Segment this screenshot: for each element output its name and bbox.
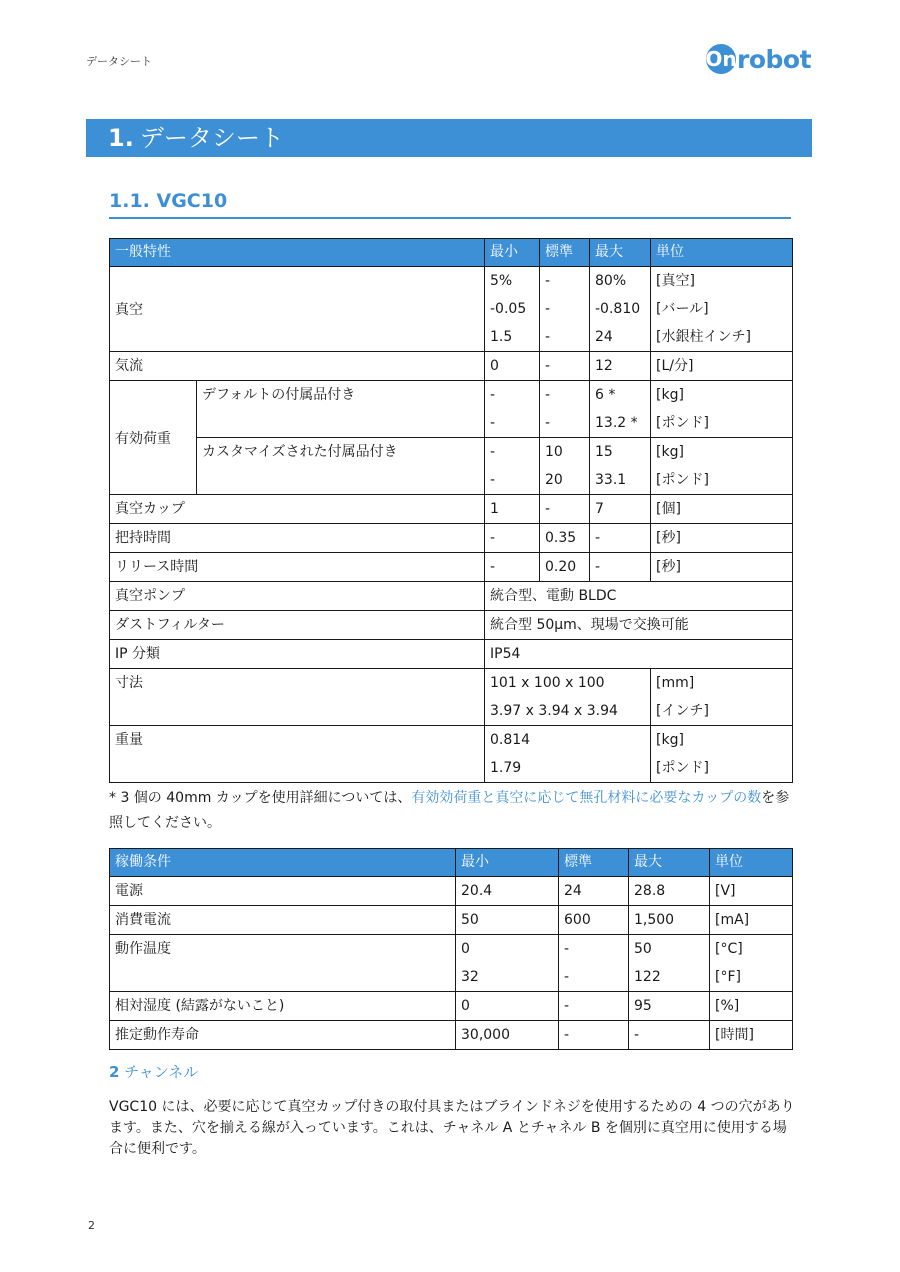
cell-min: 20.4 (456, 877, 559, 906)
cell-typ: - - (559, 935, 629, 992)
chapter-heading (86, 119, 812, 157)
cell-unit: [%] (710, 992, 793, 1021)
cell-min: 50 (456, 906, 559, 935)
table-row-airflow (110, 352, 793, 381)
table-header-row (110, 849, 793, 877)
cell-typ: - (540, 352, 590, 381)
page-number: 2 (88, 1219, 95, 1232)
header-cell: 最大 (629, 849, 710, 877)
cell-unit: [°C] [°F] (710, 935, 793, 992)
cell-value: IP54 (485, 640, 793, 669)
payload-footnote: * 3 個の 40mm カップを使用詳細については、有効効荷重と真空に応じて無孔材料に必要なカップの数を参照してください。 (109, 790, 790, 831)
header-cell: 標準 (540, 239, 590, 267)
cell-max: 6 * 13.2 * (590, 381, 651, 438)
running-header: データシート (86, 55, 152, 68)
cell-typ: 24 (559, 877, 629, 906)
cell-value: 統合型 50µm、現場で交換可能 (485, 611, 793, 640)
row-label: 寸法 (110, 669, 485, 726)
row-label: 相対湿度 (結露がないこと) (110, 992, 456, 1021)
cell-max: 80% -0.810 24 (590, 267, 651, 352)
cell-unit: [mm] [インチ] (651, 669, 793, 726)
table-row-payload-default (110, 381, 793, 438)
chapter-number: 1. (108, 124, 134, 152)
row-label: 気流 (110, 352, 485, 381)
header-cell: 標準 (559, 849, 629, 877)
logo-text: robot (737, 44, 812, 74)
cell-min: - (485, 553, 540, 582)
cell-max: 95 (629, 992, 710, 1021)
cell-min: - (485, 524, 540, 553)
table-row-ip (110, 640, 793, 669)
row-label: 推定動作寿命 (110, 1021, 456, 1050)
cell-unit: [真空] [バール] [水銀柱インチ] (651, 267, 793, 352)
cell-max: 1,500 (629, 906, 710, 935)
row-label: 有効荷重 (110, 381, 197, 495)
cell-unit: [mA] (710, 906, 793, 935)
cell-max: 28.8 (629, 877, 710, 906)
row-label: 動作温度 (110, 935, 456, 992)
cell-unit: [kg] [ポンド] (651, 726, 793, 783)
onrobot-logo (706, 38, 811, 80)
cell-unit: [L/分] (651, 352, 793, 381)
cell-max: - (590, 553, 651, 582)
cell-typ: - - - (540, 267, 590, 352)
cell-unit: [個] (651, 495, 793, 524)
row-label: 真空カップ (110, 495, 485, 524)
cell-unit: [秒] (651, 553, 793, 582)
cell-unit: [kg] [ポンド] (651, 381, 793, 438)
general-specs-table (109, 238, 793, 783)
cell-min: 0 (485, 352, 540, 381)
table-row-filter (110, 611, 793, 640)
channel-heading (109, 1061, 198, 1082)
cell-value: 101 x 100 x 100 3.97 x 3.94 x 3.94 (485, 669, 651, 726)
row-label: IP 分類 (110, 640, 485, 669)
cell-unit: [秒] (651, 524, 793, 553)
section-title: 1.1. VGC10 (109, 190, 791, 219)
cell-unit: [V] (710, 877, 793, 906)
table-row-weight (110, 726, 793, 783)
cell-min: 0 32 (456, 935, 559, 992)
cell-min: - - (485, 381, 540, 438)
cell-max: 50 122 (629, 935, 710, 992)
table-row-vacuum (110, 267, 793, 352)
cell-typ: 0.35 (540, 524, 590, 553)
table-row-cups (110, 495, 793, 524)
logo-badge-icon: On (706, 44, 736, 74)
cell-value: 統合型、電動 BLDC (485, 582, 793, 611)
table-row-release-time (110, 553, 793, 582)
cell-min: 0 (456, 992, 559, 1021)
payload-reference-link[interactable]: 有効効荷重と真空に応じて無孔材料に必要なカップの数 (411, 790, 762, 806)
cell-max: - (590, 524, 651, 553)
table-row-lifetime (110, 1021, 793, 1050)
row-label: 重量 (110, 726, 485, 783)
table-row-dimensions (110, 669, 793, 726)
table-row-power (110, 877, 793, 906)
header-cell: 一般特性 (110, 239, 485, 267)
row-label: 真空 (110, 267, 485, 352)
cell-typ: - (559, 992, 629, 1021)
sub-label: カスタマイズされた付属品付き (197, 438, 485, 495)
cell-typ: 0.20 (540, 553, 590, 582)
cell-max: - (629, 1021, 710, 1050)
cell-max: 15 33.1 (590, 438, 651, 495)
cell-typ: - - (540, 381, 590, 438)
header-cell: 単位 (651, 239, 793, 267)
cell-value: 0.814 1.79 (485, 726, 651, 783)
cell-typ: 600 (559, 906, 629, 935)
cell-typ: - (559, 1021, 629, 1050)
header-cell: 最大 (590, 239, 651, 267)
row-label: リリース時間 (110, 553, 485, 582)
cell-typ: - (540, 495, 590, 524)
table-row-payload-custom (110, 438, 793, 495)
cell-max: 7 (590, 495, 651, 524)
chapter-title: データシート (139, 124, 284, 152)
table-row-grip-time (110, 524, 793, 553)
sub-label: デフォルトの付属品付き (197, 381, 485, 438)
row-label: 電源 (110, 877, 456, 906)
row-label: ダストフィルター (110, 611, 485, 640)
cell-min: 30,000 (456, 1021, 559, 1050)
cell-min: 5% -0.05 1.5 (485, 267, 540, 352)
channel-number: 2 (109, 1063, 120, 1081)
cell-unit: [kg] [ポンド] (651, 438, 793, 495)
header-cell: 最小 (485, 239, 540, 267)
operating-conditions-table (109, 848, 793, 1050)
table-header-row (110, 239, 793, 267)
table-row-temperature (110, 935, 793, 992)
table-row-pump (110, 582, 793, 611)
header-cell: 稼働条件 (110, 849, 456, 877)
cell-min: - - (485, 438, 540, 495)
channel-title: チャンネル (119, 1063, 199, 1081)
cell-max: 12 (590, 352, 651, 381)
row-label: 消費電流 (110, 906, 456, 935)
channel-paragraph: VGC10 には、必要に応じて真空カップ付きの取付具またはブラインドネジを使用するための 4 つの穴があります。また、穴を揃える線が入っています。これは、チャネル A とチャネル B を個別に真空用に使用する場合に便利です。 (109, 1099, 795, 1157)
row-label: 把持時間 (110, 524, 485, 553)
header-cell: 単位 (710, 849, 793, 877)
cell-min: 1 (485, 495, 540, 524)
table-row-current (110, 906, 793, 935)
cell-unit: [時間] (710, 1021, 793, 1050)
row-label: 真空ポンプ (110, 582, 485, 611)
cell-typ: 10 20 (540, 438, 590, 495)
table-row-humidity (110, 992, 793, 1021)
header-cell: 最小 (456, 849, 559, 877)
